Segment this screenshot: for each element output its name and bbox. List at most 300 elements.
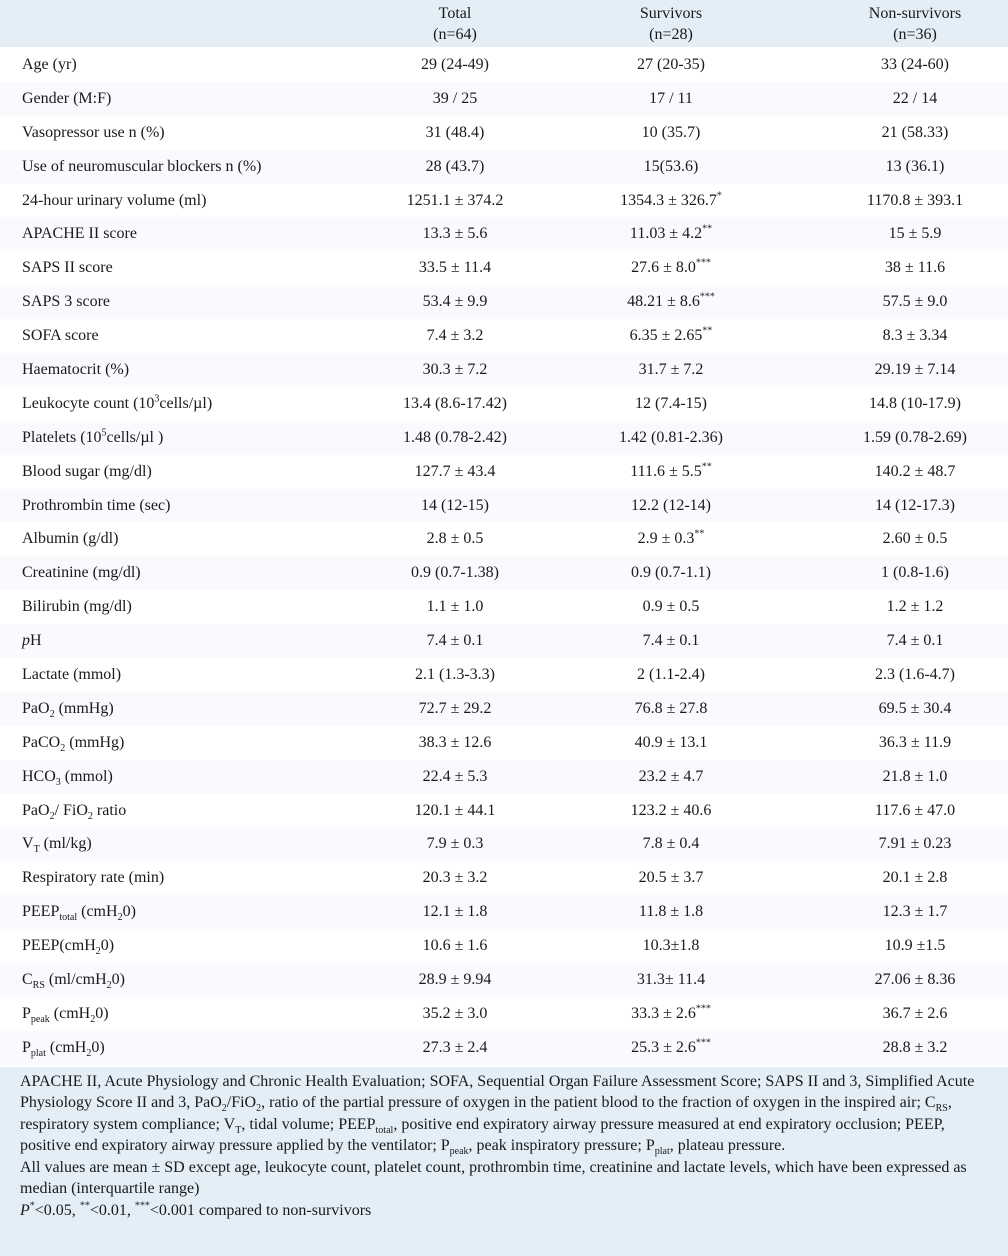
cell-nonsurvivors-value: 36.7 ± 2.6 [882,1004,948,1022]
footnote-segment: P [20,1201,30,1219]
cell-total [390,387,520,421]
cell-total [390,895,520,929]
cell-survivors-value: 10.3±1.8 [642,937,700,955]
cell-survivors [520,353,822,387]
row-label [0,692,390,726]
cell-nonsurvivors [822,658,1008,692]
label-part: Leukocyte count (10 [22,394,155,412]
cell-total [390,150,520,184]
cell-total [390,184,520,218]
cell-survivors-value: 17 / 11 [649,89,693,107]
cell-total [390,455,520,489]
cell-total [390,556,520,590]
label-part: Haematocrit (%) [22,360,130,378]
cell-total [390,963,520,997]
significance-marker: ** [694,529,705,541]
cell-survivors-value: 33.3 ± 2.6 [631,1004,696,1022]
label-part: P [22,1038,31,1056]
cell-survivors-value: 123.2 ± 40.6 [630,801,712,819]
cell-total [390,692,520,726]
cell-total-value: 35.2 ± 3.0 [422,1004,488,1022]
cell-nonsurvivors [822,861,1008,895]
cell-total [390,861,520,895]
cell-total-value: 10.6 ± 1.6 [422,937,488,955]
header-total: Total (n=64) [390,0,520,48]
cell-survivors [520,522,822,556]
cell-nonsurvivors-value: 7.91 ± 0.23 [878,835,952,853]
cell-total [390,590,520,624]
cell-total [390,827,520,861]
footnote-segment: 2 [256,1103,262,1115]
label-part: Gender (M:F) [22,89,112,107]
cell-nonsurvivors-value: 14.8 (10-17.9) [869,394,961,412]
cell-total-value: 29 (24-49) [421,56,489,74]
cell-survivors [520,692,822,726]
cell-total [390,794,520,828]
cell-total-value: 7.4 ± 3.2 [426,327,484,345]
cell-nonsurvivors [822,184,1008,218]
cell-nonsurvivors [822,319,1008,353]
row-label [0,861,390,895]
row-label [0,48,390,82]
label-part: Blood sugar (mg/dl) [22,462,152,480]
row-label [0,794,390,828]
label-part: 2 [117,912,123,924]
cell-total-value: 12.1 ± 1.8 [422,903,488,921]
row-label [0,217,390,251]
cell-total [390,760,520,794]
significance-marker: ** [701,461,712,473]
cell-total [390,658,520,692]
row-label [0,590,390,624]
table-row [0,319,1008,353]
label-part: (cmH [77,903,118,921]
cell-total [390,251,520,285]
table-row [0,217,1008,251]
cell-survivors-value: 2 (1.1-2.4) [637,665,705,683]
cell-survivors-value: 20.5 ± 3.7 [638,869,704,887]
cell-survivors-value: 12.2 (12-14) [631,496,711,514]
cell-total [390,217,520,251]
label-part: Bilirubin (mg/dl) [22,598,132,616]
cell-survivors-value: 31.7 ± 7.2 [638,360,704,378]
cell-nonsurvivors-value: 14 (12-17.3) [875,496,955,514]
cell-total-value: 22.4 ± 5.3 [422,767,488,785]
label-part: 2 [95,946,101,958]
label-part: (mmHg) [54,699,114,717]
cell-total-value: 31 (48.4) [425,123,485,141]
label-part: PEEP [22,903,60,921]
cell-survivors [520,658,822,692]
row-label [0,963,390,997]
significance-marker: ** [702,224,713,236]
row-label [0,184,390,218]
table-row [0,251,1008,285]
label-part: PEEP(cmH [22,937,96,955]
cell-survivors [520,387,822,421]
label-part: Respiratory rate (min) [22,869,165,887]
cell-nonsurvivors-value: 22 / 14 [892,89,938,107]
table-row [0,997,1008,1031]
cell-nonsurvivors-value: 2.3 (1.6-4.7) [875,665,955,683]
table-row [0,895,1008,929]
cell-survivors [520,489,822,523]
cell-nonsurvivors [822,455,1008,489]
cell-total [390,489,520,523]
row-label [0,658,390,692]
table-row [0,658,1008,692]
significance-marker: * [716,190,722,202]
footnote-segment: total [375,1124,394,1136]
cell-nonsurvivors [822,150,1008,184]
cell-survivors [520,861,822,895]
row-label [0,421,390,455]
table-row [0,455,1008,489]
cell-total [390,421,520,455]
cell-total-value: 28 (43.7) [425,157,485,175]
cell-total-value: 13.4 (8.6-17.42) [403,394,507,412]
cell-nonsurvivors-value: 21 (58.33) [881,123,949,141]
cell-total [390,48,520,82]
cell-survivors [520,827,822,861]
cell-total-value: 7.9 ± 0.3 [426,835,484,853]
label-part: Platelets (10 [22,428,102,446]
row-label [0,285,390,319]
table-row [0,82,1008,116]
label-part: 0) [100,937,115,955]
cell-survivors [520,929,822,963]
cell-nonsurvivors [822,285,1008,319]
cell-survivors [520,184,822,218]
label-part: / FiO [54,801,88,819]
cell-total [390,997,520,1031]
label-part: 2 [106,980,112,992]
footnote-segment: , respiratory system compliance; V [20,1094,952,1133]
label-part: (mmHg) [65,733,125,751]
cell-survivors-value: 6.35 ± 2.65 [629,327,703,345]
cell-nonsurvivors-value: 7.4 ± 0.1 [886,632,944,650]
cell-survivors-value: 1.42 (0.81-2.36) [619,428,723,446]
footnote-segment: 2 [221,1103,227,1115]
table-row [0,489,1008,523]
cell-survivors-value: 27.6 ± 8.0 [631,259,696,277]
label-part: APACHE II score [22,225,137,243]
cell-survivors [520,963,822,997]
cell-nonsurvivors [822,522,1008,556]
label-part: T [33,844,40,856]
footnote-segment: <0.01, [89,1201,135,1219]
cell-survivors-value: 11.8 ± 1.8 [638,903,704,921]
cell-nonsurvivors-value: 13 (36.1) [885,157,945,175]
table-row [0,184,1008,218]
cell-nonsurvivors-value: 10.9 ±1.5 [884,937,946,955]
label-part: Albumin (g/dl) [22,530,119,548]
label-part: 3 [55,776,61,788]
footnote-segment: , plateau pressure. [669,1137,786,1155]
cell-survivors-value: 15(53.6) [643,157,699,175]
footnote-segment: /FiO [226,1094,257,1112]
label-part: SAPS II score [22,259,113,277]
table-row [0,861,1008,895]
cell-nonsurvivors [822,624,1008,658]
cell-total-value: 14 (12-15) [421,496,489,514]
cell-total-value: 1.48 (0.78-2.42) [403,428,507,446]
cell-total-value: 33.5 ± 11.4 [418,259,492,277]
table-row [0,692,1008,726]
cell-survivors-value: 12 (7.4-15) [635,394,707,412]
table-row [0,726,1008,760]
cell-survivors [520,150,822,184]
footnote-segment: RS [935,1103,948,1115]
row-label [0,726,390,760]
cell-nonsurvivors-value: 1170.8 ± 393.1 [866,191,964,209]
significance-marker: *** [695,1003,711,1015]
cell-total-value: 2.8 ± 0.5 [426,530,484,548]
table-row [0,116,1008,150]
label-part: (ml/cmH [44,970,107,988]
label-part: 2 [49,810,55,822]
row-label [0,489,390,523]
footnote-segment: <0.001 compared to non-survivors [149,1201,372,1219]
cell-nonsurvivors-value: 57.5 ± 9.0 [882,293,948,311]
label-part: (cmH [45,1038,87,1056]
label-part: plat [30,1047,46,1059]
label-part: 0) [111,970,125,988]
cell-total-value: 120.1 ± 44.1 [414,801,496,819]
label-part: 0) [95,1004,109,1022]
cell-survivors [520,895,822,929]
label-part: total [59,912,78,924]
row-label [0,624,390,658]
table-row [0,929,1008,963]
cell-survivors [520,421,822,455]
cell-nonsurvivors-value: 38 ± 11.6 [884,259,946,277]
cell-total [390,319,520,353]
footnote-segment: , peak inspiratory pressure; P [468,1137,655,1155]
cell-nonsurvivors-value: 28.8 ± 3.2 [882,1038,948,1056]
cell-total-value: 39 / 25 [432,89,478,107]
label-part: P [22,1004,31,1022]
cell-survivors [520,997,822,1031]
label-part: 3 [154,393,160,405]
row-label [0,82,390,116]
cell-survivors [520,556,822,590]
row-label [0,455,390,489]
cell-total [390,353,520,387]
row-label [0,827,390,861]
label-part: Creatinine (mg/dl) [22,564,141,582]
label-part: 2 [60,742,66,754]
footnote-values-note: All values are mean ± SD except age, leukocyte count, platelet count, prothrombin time, creatinine and lactate levels, which have been expressed as median (interquartile range) [20,1158,967,1198]
label-part: (cmH [49,1004,91,1022]
cell-survivors [520,82,822,116]
cell-nonsurvivors-value: 1.2 ± 1.2 [886,598,944,616]
cell-nonsurvivors [822,963,1008,997]
table-row [0,963,1008,997]
cell-survivors [520,726,822,760]
label-part: SAPS 3 score [22,293,111,311]
cell-survivors [520,319,822,353]
label-part: PaO [22,801,50,819]
footnote-abbreviations [20,1071,988,1157]
row-label [0,116,390,150]
cell-nonsurvivors-value: 36.3 ± 11.9 [878,733,952,751]
cell-nonsurvivors-value: 1 (0.8-1.6) [881,564,949,582]
cell-total-value: 1.1 ± 1.0 [426,598,484,616]
label-part: 5 [101,427,107,439]
cell-survivors-value: 7.4 ± 0.1 [642,632,700,650]
label-part: 2 [49,709,55,721]
table-row [0,285,1008,319]
footnote-segment: plat [654,1146,670,1158]
cell-survivors-value: 27 (20-35) [637,56,705,74]
cell-survivors [520,1031,822,1065]
cell-total-value: 7.4 ± 0.1 [426,632,484,650]
cell-survivors [520,794,822,828]
cell-nonsurvivors [822,48,1008,82]
footnote-segment: * [29,1200,35,1212]
cell-nonsurvivors-value: 12.3 ± 1.7 [882,903,948,921]
label-part: cells/µl ) [106,428,164,446]
row-label [0,929,390,963]
cell-nonsurvivors [822,726,1008,760]
cell-nonsurvivors [822,692,1008,726]
cell-nonsurvivors [822,929,1008,963]
row-label [0,319,390,353]
cell-total [390,522,520,556]
label-part: SOFA score [22,327,99,345]
label-part: PaO [22,699,50,717]
table-row [0,421,1008,455]
label-part: HCO [22,767,56,785]
cell-survivors [520,116,822,150]
row-label [0,760,390,794]
table-row [0,1031,1008,1065]
table-row [0,590,1008,624]
footnote-segment: <0.05, [34,1201,80,1219]
table-row [0,794,1008,828]
cell-total-value: 1251.1 ± 374.2 [406,191,504,209]
cell-survivors [520,251,822,285]
cell-nonsurvivors [822,827,1008,861]
cell-survivors-value: 31.3± 11.4 [636,970,706,988]
footnote-segment: , tidal volume; PEEP [241,1115,376,1133]
label-part: 0) [122,903,136,921]
cell-nonsurvivors [822,895,1008,929]
cell-total-value: 30.3 ± 7.2 [422,360,488,378]
footnote-segment: T [235,1124,242,1136]
header-survivors: Survivors (n=28) [520,0,822,48]
label-part: ratio [92,801,127,819]
significance-marker: *** [699,291,715,303]
label-part: (ml/kg) [39,835,92,853]
cell-nonsurvivors [822,353,1008,387]
significance-marker: *** [695,1037,711,1049]
cell-nonsurvivors [822,1031,1008,1065]
cell-total-value: 127.7 ± 43.4 [414,462,496,480]
cell-total-value: 38.3 ± 12.6 [418,733,492,751]
cell-total-value: 0.9 (0.7-1.38) [411,564,499,582]
cell-survivors-value: 40.9 ± 13.1 [634,733,708,751]
row-label [0,522,390,556]
table-row [0,522,1008,556]
cell-survivors-value: 23.2 ± 4.7 [638,767,704,785]
header-blank [0,0,390,48]
cell-survivors-value: 2.9 ± 0.3 [637,530,695,548]
cell-nonsurvivors [822,794,1008,828]
cell-total [390,1031,520,1065]
row-label [0,251,390,285]
cell-survivors [520,455,822,489]
cell-total [390,285,520,319]
cell-nonsurvivors [822,489,1008,523]
cell-total-value: 28.9 ± 9.94 [418,970,492,988]
label-part: 24-hour urinary volume (ml) [22,191,207,209]
header-nonsurvivors: Non-survivors (n=36) [822,0,1008,48]
cell-total [390,929,520,963]
row-label [0,353,390,387]
cell-nonsurvivors [822,997,1008,1031]
cell-survivors [520,590,822,624]
cell-nonsurvivors-value: 29.19 ± 7.14 [874,360,956,378]
footnote-segment: , ratio of the partial pressure of oxygen in the patient blood to the fraction of oxygen in the inspired air; C [261,1094,936,1112]
label-part: 0) [91,1038,105,1056]
cell-total-value: 20.3 ± 3.2 [422,869,488,887]
cell-survivors [520,760,822,794]
cell-survivors-value: 7.8 ± 0.4 [642,835,700,853]
cell-nonsurvivors-value: 69.5 ± 30.4 [878,699,952,717]
row-label [0,387,390,421]
table-body [0,48,1008,1065]
cell-nonsurvivors-value: 8.3 ± 3.34 [882,327,948,345]
label-part: Prothrombin time (sec) [22,496,171,514]
label-part: Vasopressor use n (%) [22,123,165,141]
cell-nonsurvivors [822,387,1008,421]
label-part: RS [32,980,45,992]
table-footnote [0,1065,1008,1230]
table-row [0,353,1008,387]
row-label [0,997,390,1031]
cell-total [390,624,520,658]
cell-survivors [520,285,822,319]
cell-total-value: 72.7 ± 29.2 [418,699,492,717]
cell-survivors-value: 111.6 ± 5.5 [630,462,702,480]
cell-total [390,726,520,760]
cell-nonsurvivors-value: 1.59 (0.78-2.69) [863,428,967,446]
cell-nonsurvivors-value: 33 (24-60) [881,56,949,74]
label-part: 2 [86,1047,92,1059]
significance-marker: ** [702,325,713,337]
table-row [0,624,1008,658]
label-part: (mmol) [60,767,113,785]
cell-nonsurvivors [822,760,1008,794]
cell-total-value: 27.3 ± 2.4 [422,1038,488,1056]
cell-survivors [520,624,822,658]
cell-survivors-value: 10 (35.7) [641,123,701,141]
table-row [0,760,1008,794]
table-row [0,150,1008,184]
label-part: H [30,632,42,650]
cell-survivors-value: 25.3 ± 2.6 [631,1038,696,1056]
cell-nonsurvivors [822,556,1008,590]
cell-nonsurvivors-value: 15 ± 5.9 [888,225,942,243]
cell-survivors-value: 1354.3 ± 326.7 [620,191,717,209]
row-label [0,150,390,184]
label-part: cells/µl) [159,394,213,412]
cell-survivors-value: 0.9 (0.7-1.1) [631,564,711,582]
row-label [0,556,390,590]
cell-total [390,82,520,116]
